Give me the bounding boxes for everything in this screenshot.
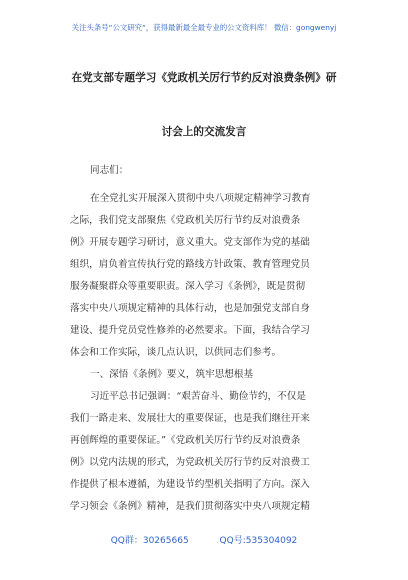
- body-line-8: 体会和工作实际，谈几点认识，以供同志们参考。: [70, 347, 282, 358]
- footer-contacts: [0, 533, 408, 546]
- body-line-1: 在全党扎实开展深入贯彻中央八项规定精神学习教育: [90, 193, 311, 204]
- header-banner: 关注头条号“公文研究”，获得最新最全最专业的公文资料库！ 微信：gongwenyj: [71, 23, 337, 32]
- body-line-13: 例》以党内法规的形式，为党政机关厉行节约反对浪费工: [70, 457, 310, 468]
- footer-qq-number: QQ号:535304092: [219, 536, 298, 546]
- document-title-line-2: 讨会上的交流发言: [161, 126, 247, 138]
- section-heading-1: 一、深悟《条例》要义，筑牢思想根基: [90, 369, 254, 380]
- body-line-7: 建设、提升党员党性修养的必然要求。下面，我结合学习: [70, 325, 310, 336]
- body-line-11: 我们一路走来、发展壮大的重要保证，也是我们继往开来: [70, 413, 310, 424]
- footer-qq-group: QQ群：30265665: [110, 536, 189, 546]
- body-line-3: 例》开展专题学习研讨，意义重大。党支部作为党的基础: [70, 237, 310, 248]
- body-line-14: 作提供了根本遵循，为建设节约型机关指明了方向。深入: [70, 479, 310, 490]
- body-line-2: 之际，我们党支部聚焦《党政机关厉行节约反对浪费条: [70, 215, 301, 226]
- salutation: 同志们：: [90, 165, 129, 176]
- body-line-12: 再创辉煌的重要保证。”《党政机关厉行节约反对浪费条: [70, 435, 301, 446]
- body-line-15: 学习领会《条例》精神，是我们贯彻落实中央八项规定精: [70, 501, 310, 512]
- body-line-6: 落实中央八项规定精神的具体行动，也是加强党支部自身: [70, 303, 310, 314]
- body-line-10: 习近平总书记强调：“艰苦奋斗、勤俭节约，不仅是: [90, 391, 306, 402]
- document-title-line-1: 在党支部专题学习《党政机关厉行节约反对浪费条例》研: [71, 72, 337, 84]
- body-line-5: 服务凝聚群众等重要职责。深入学习《条例》，既是贯彻: [70, 281, 306, 292]
- body-line-4: 组织，肩负着宣传执行党的路线方针政策、教育管理党员: [70, 259, 310, 270]
